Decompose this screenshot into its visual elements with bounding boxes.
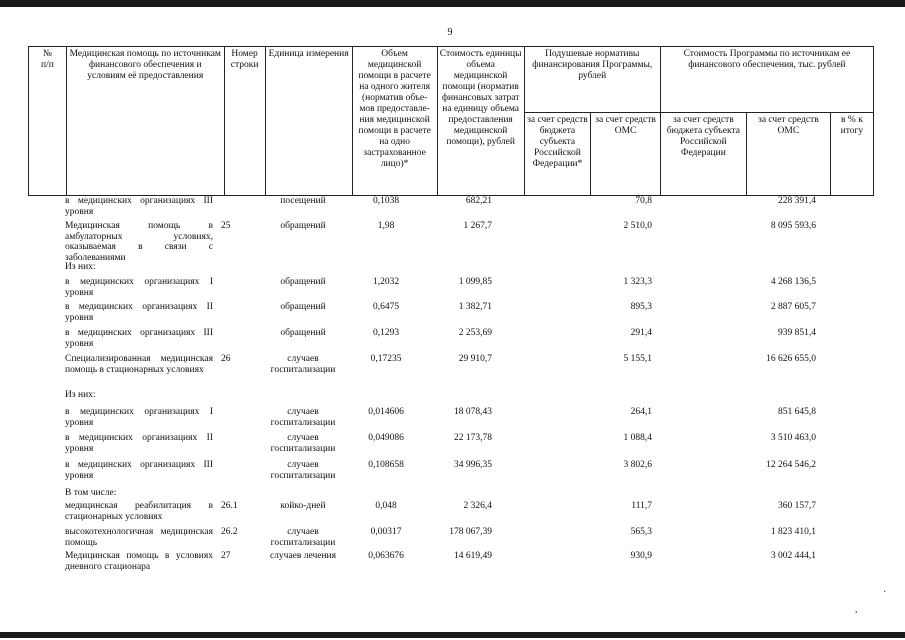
- table-header: [28, 46, 874, 196]
- row-unit: койко-дней: [280, 501, 326, 511]
- row-line-number: 26.1: [221, 501, 238, 511]
- header-name-column: Медицинская помощь по источникам финансового обеспечения и условиям её предоставления: [66, 47, 224, 196]
- row-volume: 0,049086: [368, 433, 404, 443]
- row-program-oms: 3 510 463,0: [770, 433, 816, 443]
- row-volume: 0,014606: [368, 407, 404, 417]
- row-norm-oms: 930,9: [630, 551, 652, 561]
- row-subheading: В том числе:: [65, 488, 117, 498]
- row-volume: 0,108658: [368, 460, 404, 470]
- row-volume: 0,063676: [368, 551, 404, 561]
- row-unit: обращений: [280, 328, 326, 338]
- row-norm-oms: 264,1: [630, 407, 652, 417]
- row-program-oms: 939 851,4: [778, 328, 816, 338]
- row-line-number: 26.2: [221, 527, 238, 537]
- row-line-number: 26: [221, 354, 231, 364]
- row-subheading: Из них:: [65, 262, 96, 272]
- row-volume: 0,048: [375, 501, 397, 511]
- row-volume: 0,1038: [372, 196, 400, 206]
- row-cost: 2 326,4: [463, 501, 492, 511]
- row-cost: 22 173,78: [454, 433, 492, 443]
- row-volume: 1,98: [377, 221, 395, 231]
- row-name: Специализированная медицинская помощь в стационарных условиях: [65, 354, 213, 375]
- row-line-number: 27: [221, 551, 231, 561]
- row-cost: 34 996,35: [454, 460, 492, 470]
- row-volume: 0,00317: [370, 527, 402, 537]
- row-norm-oms: 291,4: [630, 328, 652, 338]
- row-cost: 178 067,39: [449, 527, 492, 537]
- row-program-oms: 8 095 593,6: [770, 221, 816, 231]
- row-name: в медицинских организациях I уровня: [65, 407, 213, 428]
- row-cost: 1 267,7: [463, 221, 492, 231]
- row-unit: обращений: [280, 277, 326, 287]
- top-border: [0, 0, 905, 7]
- row-unit: случаев госпитализации: [270, 407, 336, 428]
- bottom-border: [0, 632, 905, 638]
- row-cost: 18 078,43: [454, 407, 492, 417]
- row-norm-oms: 1 088,4: [623, 433, 652, 443]
- header-program-group: Стоимость Программы по источникам ее финансового обеспечения, тыс. рублей: [660, 47, 873, 113]
- row-program-oms: 12 264 546,2: [766, 460, 816, 470]
- row-name: в медицинских организациях III уровня: [65, 328, 213, 349]
- header-program-budget: за счет средств бюджета субъекта Российской Федерации: [660, 113, 746, 196]
- row-program-oms: 4 268 136,5: [770, 277, 816, 287]
- row-norm-oms: 70,8: [635, 196, 652, 206]
- row-program-oms: 851 645,8: [778, 407, 816, 417]
- row-name: Медицинская помощь в условиях дневного стационара: [65, 551, 213, 572]
- header-norm-oms: за счет средств ОМС: [591, 113, 661, 196]
- row-program-oms: 1 823 410,1: [770, 527, 816, 537]
- row-name: высокотехнологичная медицинская помощь: [65, 527, 213, 548]
- row-name: в медицинских организациях III уровня: [65, 196, 213, 217]
- header-line-column: Номер строки: [224, 47, 265, 196]
- row-unit: случаев госпитализации: [270, 354, 336, 375]
- row-subheading: Из них:: [65, 390, 96, 400]
- row-unit: посещений: [280, 196, 326, 206]
- row-line-number: 25: [221, 221, 231, 231]
- row-norm-oms: 3 802,6: [623, 460, 652, 470]
- row-norm-oms: 5 155,1: [623, 354, 652, 364]
- header-norm-group: Подушевые нормативы финансирования Программы, рублей: [524, 47, 660, 113]
- row-unit: случаев госпитализации: [270, 527, 336, 548]
- scan-mark: ·: [883, 587, 887, 598]
- row-unit: случаев лечения: [269, 551, 337, 561]
- row-program-oms: 2 887 605,7: [770, 302, 816, 312]
- row-cost: 29 910,7: [458, 354, 492, 364]
- row-volume: 0,1293: [372, 328, 400, 338]
- row-name: в медицинских организациях I уровня: [65, 277, 213, 298]
- page-number: 9: [447, 27, 453, 38]
- row-cost: 1 099,85: [458, 277, 492, 287]
- scan-mark: ,: [855, 604, 858, 615]
- row-norm-oms: 111,7: [631, 501, 652, 511]
- row-cost: 2 253,69: [458, 328, 492, 338]
- row-volume: 1,2032: [372, 277, 400, 287]
- row-cost: 1 382,71: [458, 302, 492, 312]
- header-volume-column: Объем медицинской помощи в расчете на одного жителя (норматив объе-мов предоставле-ния медицинской помощи в расчете на одно застрахованное лицо)*: [352, 47, 437, 196]
- row-volume: 0,6475: [372, 302, 400, 312]
- header-program-oms: за счет средств ОМС: [746, 113, 830, 196]
- row-name: Медицинская помощь в амбулаторных условиях, оказываемая в связи с заболеваниями: [65, 221, 213, 263]
- row-cost: 682,21: [465, 196, 492, 206]
- row-name: в медицинских организациях II уровня: [65, 302, 213, 323]
- row-name: медицинская реабилитация в стационарных условиях: [65, 501, 213, 522]
- row-norm-oms: 565,3: [630, 527, 652, 537]
- header-cost-column: Стоимость единицы объема медицинской помощи (норматив финансовых затрат на единицу объема предоставления медицинской помощи), рублей: [437, 47, 524, 196]
- header-number-column: № п/п: [29, 47, 67, 196]
- row-cost: 14 619,49: [454, 551, 492, 561]
- header-program-percent: в % к итогу: [830, 113, 873, 196]
- row-volume: 0,17235: [370, 354, 402, 364]
- row-norm-oms: 2 510,0: [623, 221, 652, 231]
- header-norm-budget: за счет средств бюджета субъекта Российской Федерации*: [524, 113, 591, 196]
- row-program-oms: 3 002 444,1: [770, 551, 816, 561]
- row-name: в медицинских организациях III уровня: [65, 460, 213, 481]
- row-norm-oms: 895,3: [630, 302, 652, 312]
- row-unit: обращений: [280, 221, 326, 231]
- row-unit: случаев госпитализации: [270, 460, 336, 481]
- row-program-oms: 16 626 655,0: [766, 354, 816, 364]
- row-unit: случаев госпитализации: [270, 433, 336, 454]
- row-unit: обращений: [280, 302, 326, 312]
- row-program-oms: 228 391,4: [778, 196, 816, 206]
- row-program-oms: 360 157,7: [778, 501, 816, 511]
- header-unit-column: Единица измерения: [265, 47, 352, 196]
- row-name: в медицинских организациях II уровня: [65, 433, 213, 454]
- row-norm-oms: 1 323,3: [623, 277, 652, 287]
